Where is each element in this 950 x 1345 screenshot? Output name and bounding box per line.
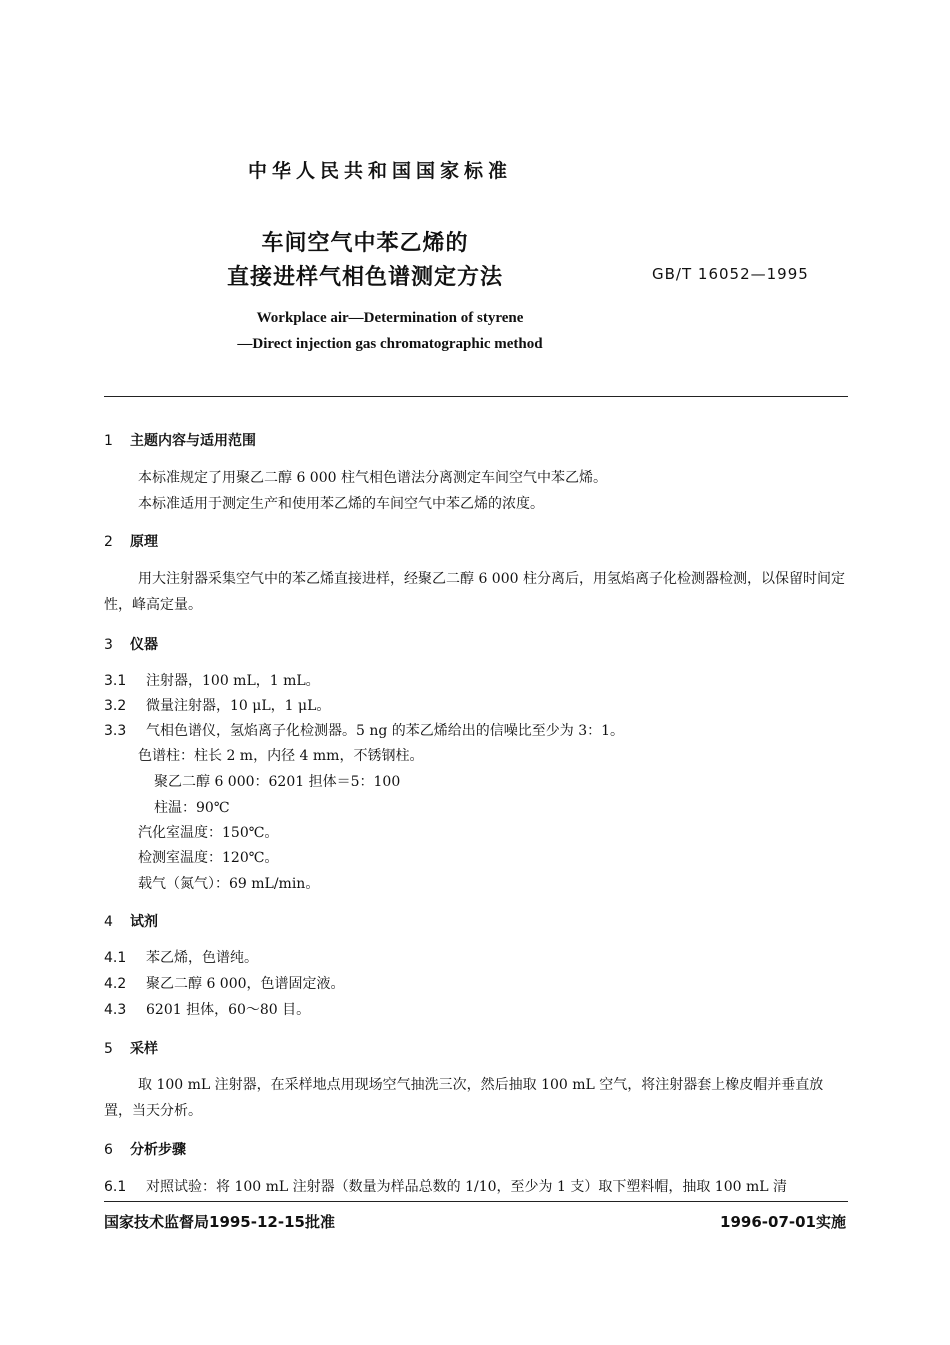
item-text: 微量注射器，10 μL，1 μL。 (146, 698, 331, 714)
item-text: 对照试验：将 100 mL 注射器（数量为样品总数的 1/10，至少为 1 支）取下塑料帽，抽取 100 mL 清 (146, 1179, 787, 1195)
approval-date: 国家技术监督局1995-12-15批准 (104, 1213, 335, 1231)
list-item (104, 999, 310, 1019)
title-line-2: 直接进样气相色谱测定方法 (226, 265, 503, 290)
section-2-para-1: 用大注射器采集空气中的苯乙烯直接进样，经聚乙二醇 6 000 柱分离后，用氢焰离子化检测器检测，以保留时间定性，峰高定量。 (104, 571, 845, 613)
vaporizer-temperature: 汽化室温度：150℃。 (138, 825, 279, 841)
section-title: 试剂 (130, 914, 158, 930)
title-line-1: 车间空气中苯乙烯的 (261, 231, 469, 256)
section-number: 4 (104, 914, 113, 930)
item-number: 4.2 (104, 976, 127, 992)
section-number: 3 (104, 637, 113, 653)
item-text: 气相色谱仪，氢焰离子化检测器。5 ng 的苯乙烯给出的信噪比至少为 3：1。 (146, 723, 625, 739)
item-text: 聚乙二醇 6 000，色谱固定液。 (146, 976, 345, 992)
section-title: 采样 (130, 1041, 158, 1057)
bottom-divider (104, 1201, 848, 1202)
item-number: 6.1 (104, 1179, 127, 1195)
packing-spec: 聚乙二醇 6 000：6201 担体＝5：100 (154, 774, 401, 790)
section-title: 仪器 (130, 637, 158, 653)
list-item (104, 947, 258, 967)
list-item (104, 720, 624, 740)
effective-date: 1996-07-01实施 (720, 1213, 846, 1231)
item-number: 3.1 (104, 673, 127, 689)
english-title-line-1: Workplace air—Determination of styrene (256, 310, 524, 326)
section-6-heading (104, 1139, 186, 1159)
column-temperature: 柱温：90℃ (154, 800, 230, 816)
section-1-para-1: 本标准规定了用聚乙二醇 6 000 柱气相色谱法分离测定车间空气中苯乙烯。 (138, 470, 607, 486)
section-number: 5 (104, 1041, 113, 1057)
section-5-heading (104, 1038, 158, 1058)
item-text: 注射器，100 mL，1 mL。 (146, 673, 320, 689)
list-item (104, 695, 330, 715)
item-text: 苯乙烯，色谱纯。 (146, 950, 258, 966)
top-divider (104, 396, 848, 397)
item-number: 4.3 (104, 1002, 127, 1018)
item-number: 3.2 (104, 698, 127, 714)
item-number: 3.3 (104, 723, 127, 739)
standard-code: GB/T 16052—1995 (652, 265, 809, 283)
section-1-heading (104, 430, 256, 450)
section-title: 分析步骤 (130, 1142, 186, 1158)
carrier-gas: 载气（氮气）：69 mL/min。 (138, 876, 320, 892)
section-title: 原理 (130, 534, 158, 550)
list-item (104, 973, 345, 993)
section-4-heading (104, 911, 158, 931)
standard-name: 中华人民共和国国家标准 (247, 160, 512, 182)
detector-temperature: 检测室温度：120℃。 (138, 850, 279, 866)
english-title-line-2: —Direct injection gas chromatographic method (237, 336, 543, 352)
item-number: 4.1 (104, 950, 127, 966)
list-item (104, 670, 320, 690)
section-2-heading (104, 531, 158, 551)
section-5-para-1: 取 100 mL 注射器，在采样地点用现场空气抽洗三次，然后抽取 100 mL 空气，将注射器套上橡皮帽并垂直放置，当天分析。 (104, 1077, 824, 1119)
list-item (104, 1176, 848, 1196)
column-spec: 色谱柱：柱长 2 m，内径 4 mm，不锈钢柱。 (138, 748, 424, 764)
section-number: 6 (104, 1142, 113, 1158)
section-3-heading (104, 634, 158, 654)
section-number: 2 (104, 534, 113, 550)
item-text: 6201 担体，60～80 目。 (146, 1002, 311, 1018)
section-number: 1 (104, 433, 113, 449)
section-1-para-2: 本标准适用于测定生产和使用苯乙烯的车间空气中苯乙烯的浓度。 (138, 496, 544, 512)
section-title: 主题内容与适用范围 (130, 433, 256, 449)
